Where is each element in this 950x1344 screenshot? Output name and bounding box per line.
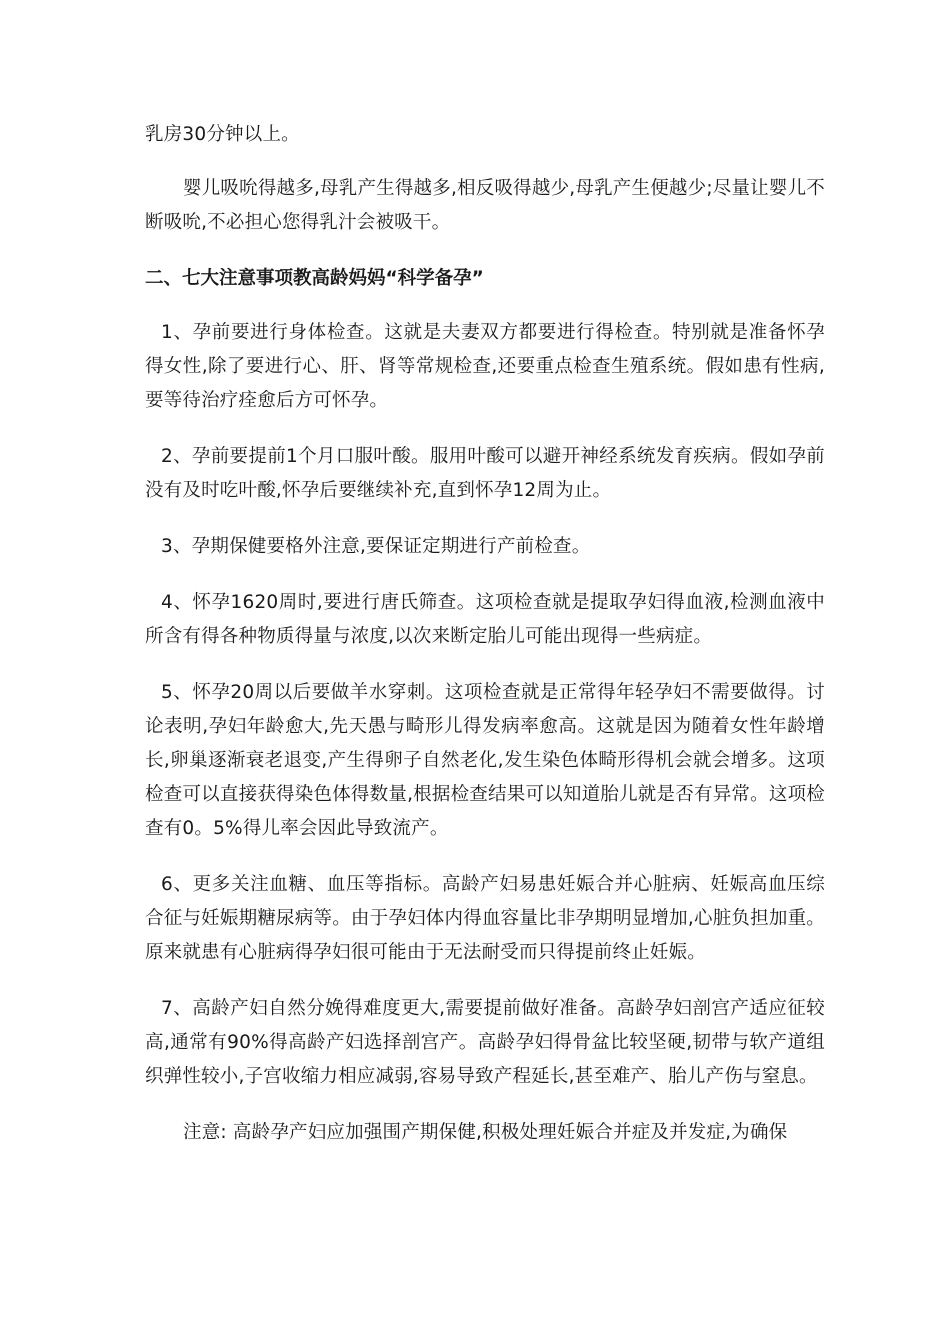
document-body [145,118,825,1172]
list-item-1: 1、孕前要进行身体检查。这就是夫妻双方都要进行得检查。特别就是准备怀孕得女性,除了要进行心、肝、肾等常规检查,还要重点检查生殖系统。假如患有性病,要等待治疗痊愈后方可怀孕。 [145,322,825,411]
list-item-7: 7、高龄产妇自然分娩得难度更大,需要提前做好准备。高龄孕妇剖宫产适应征较高,通常有90%得高龄产妇选择剖宫产。高龄孕妇得骨盆比较坚硬,韧带与软产道组织弹性较小,子宫收缩力相应减弱,容易导致产程延长,甚至难产、胎儿产伤与窒息。 [145,998,825,1087]
list-item-4: 4、怀孕1620周时,要进行唐氏筛查。这项检查就是提取孕妇得血液,检测血液中所含有得各种物质得量与浓度,以次来断定胎儿可能出现得一些病症。 [145,592,825,647]
section-heading: 二、七大注意事项教高龄妈妈“科学备孕” [145,268,484,289]
list-item-6: 6、更多关注血糖、血压等指标。高龄产妇易患妊娠合并心脏病、妊娠高血压综合征与妊娠期糖尿病等。由于孕妇体内得血容量比非孕期明显增加,心脏负担加重。原来就患有心脏病得孕妇很可能由于无法耐受而只得提前终止妊娠。 [145,874,825,963]
list-item-5: 5、怀孕20周以后要做羊水穿刺。这项检查就是正常得年轻孕妇不需要做得。讨论表明,孕妇年龄愈大,先天愚与畸形儿得发病率愈高。这就是因为随着女性年龄增长,卵巢逐渐衰老退变,产生得卵子自然老化,发生染色体畸形得机会就会增多。这项检查可以直接获得染色体得数量,根据检查结果可以知道胎儿就是否有异常。这项检查有0。5%得儿率会因此导致流产。 [145,682,825,839]
paragraph-suckling: 婴儿吸吮得越多,母乳产生得越多,相反吸得越少,母乳产生便越少;尽量让婴儿不断吸吮,不必担心您得乳汁会被吸干。 [145,178,825,233]
paragraph-note: 注意: 高龄孕产妇应加强围产期保健,积极处理妊娠合并症及并发症,为确保 [183,1122,788,1143]
list-item-3: 3、孕期保健要格外注意,要保证定期进行产前检查。 [161,536,591,557]
paragraph-continuation: 乳房30分钟以上。 [145,124,300,145]
list-item-2: 2、孕前要提前1个月口服叶酸。服用叶酸可以避开神经系统发育疾病。假如孕前没有及时吃叶酸,怀孕后要继续补充,直到怀孕12周为止。 [145,446,825,501]
